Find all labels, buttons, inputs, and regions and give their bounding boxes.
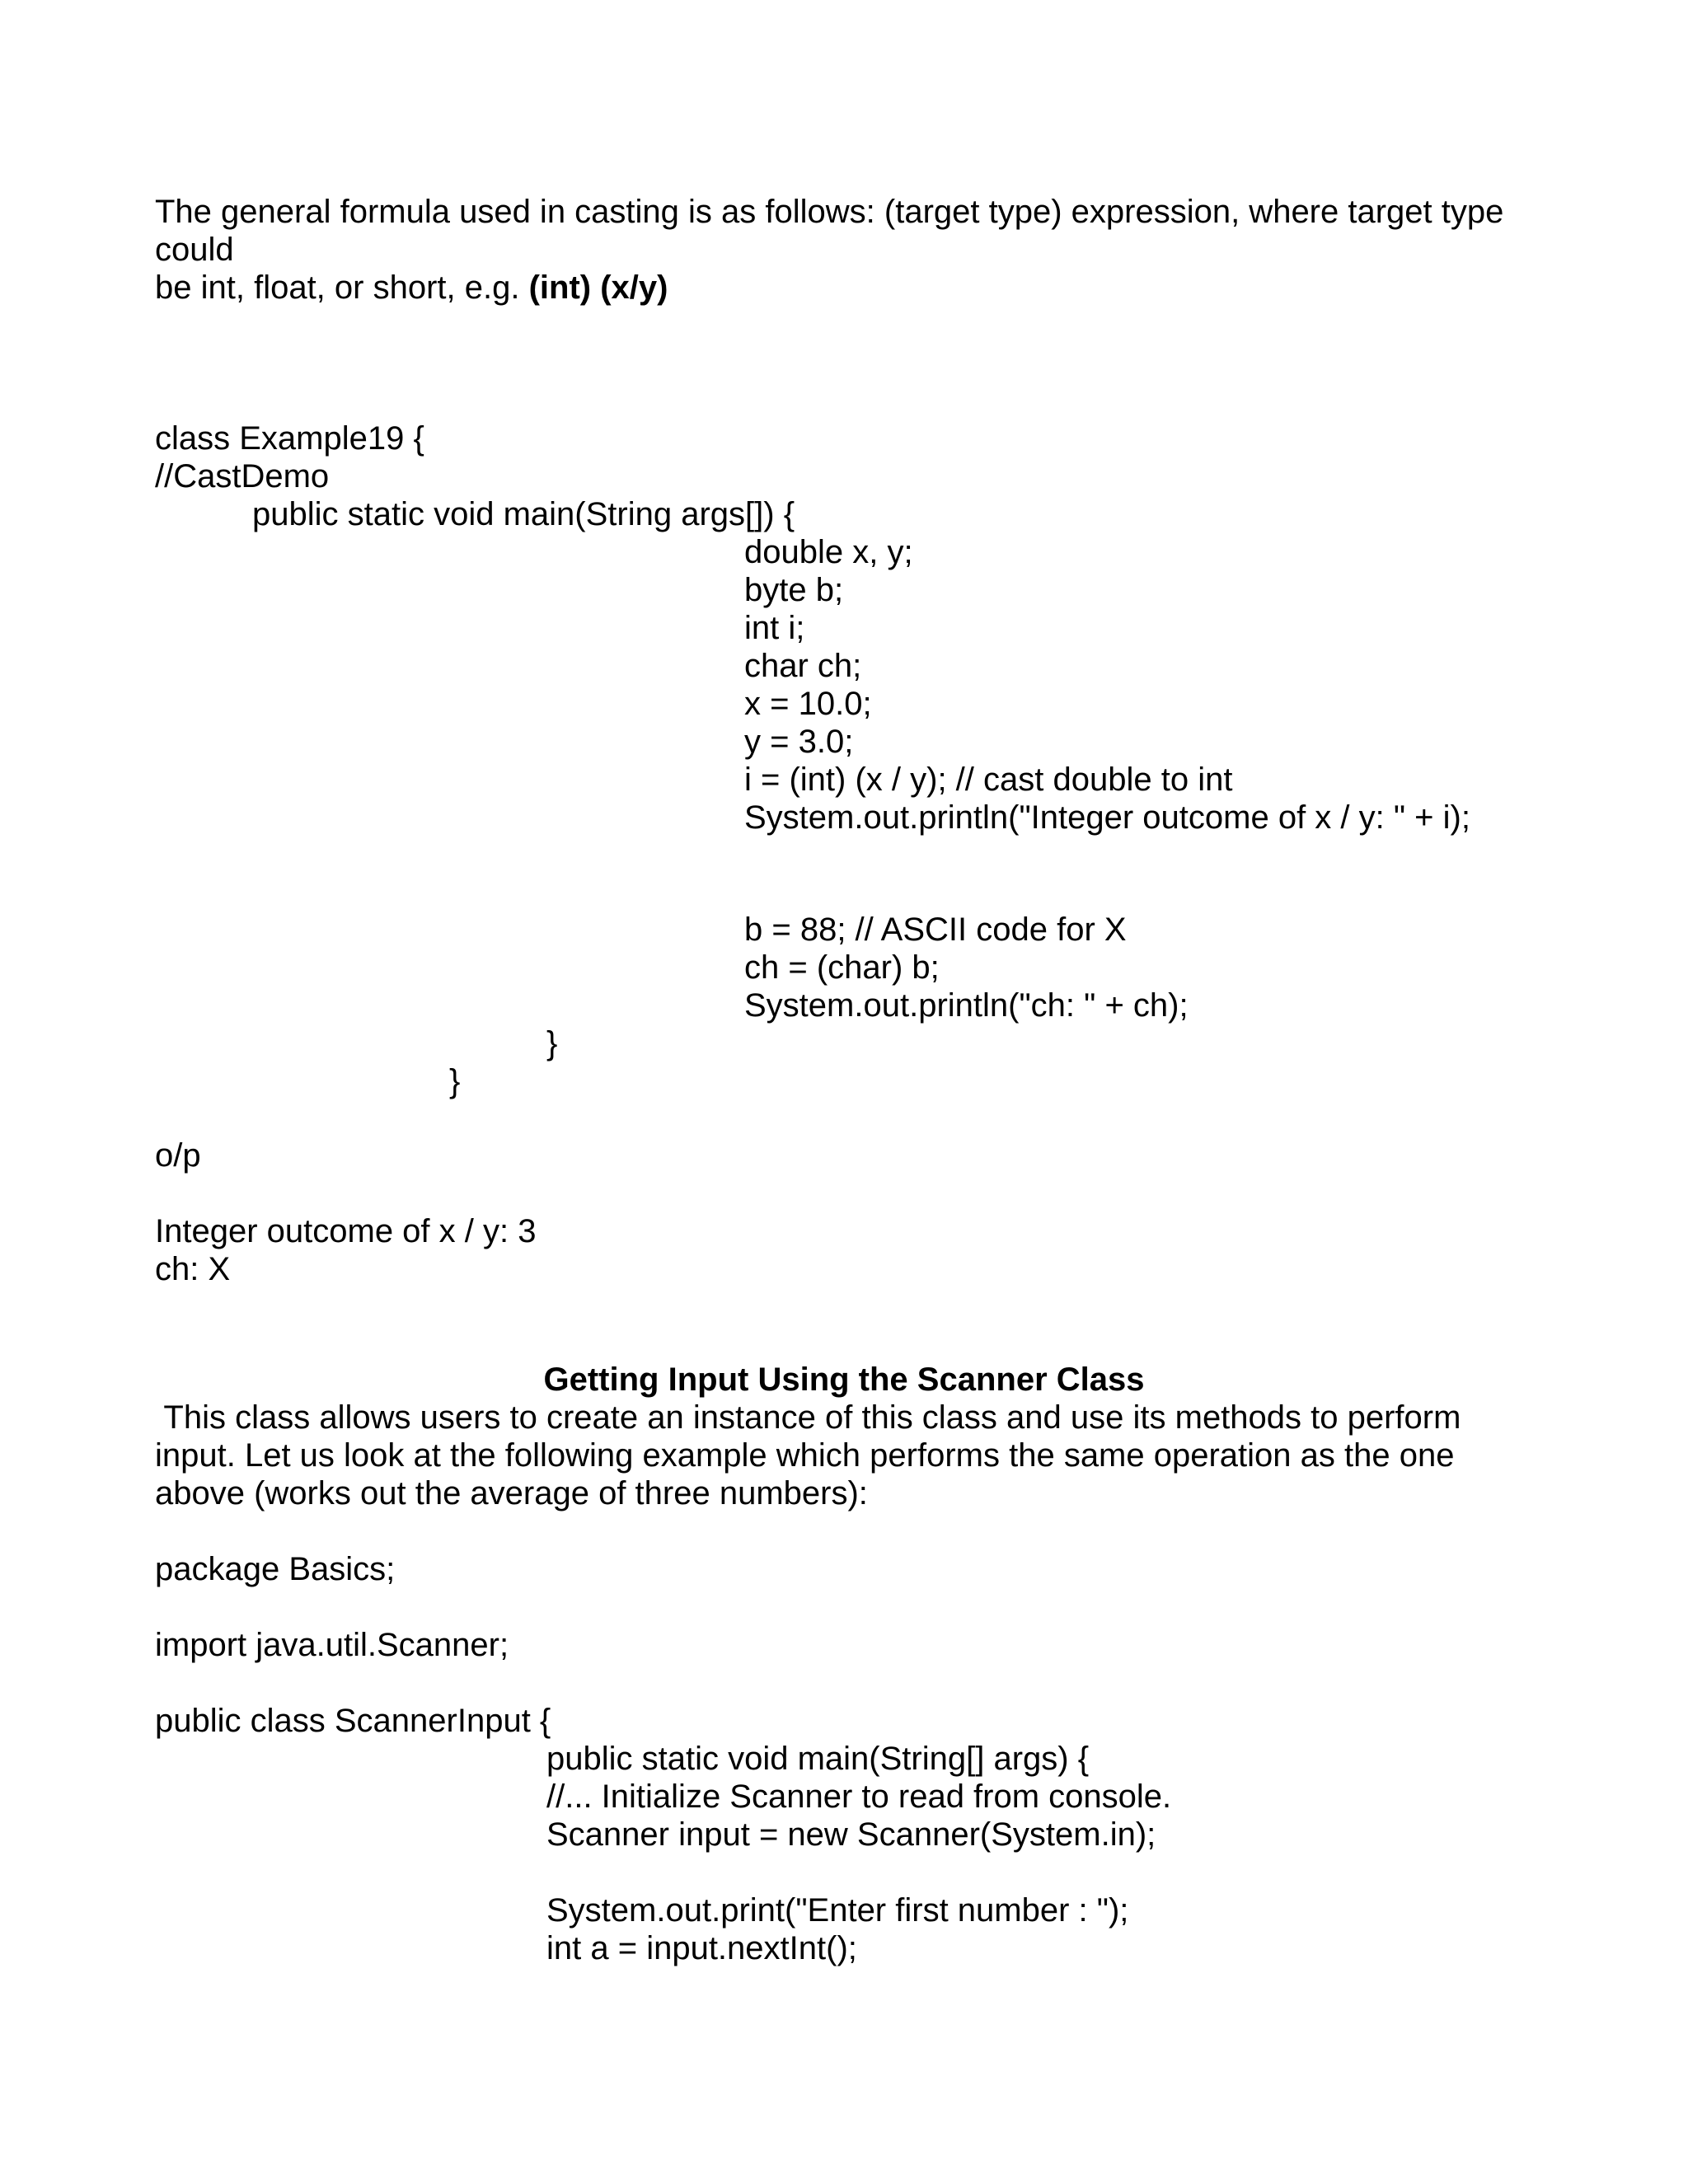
output-label: o/p [155, 1137, 201, 1174]
code-line: byte b; [744, 572, 844, 608]
code-line: int a = input.nextInt(); [546, 1930, 857, 1966]
example19-comment: //CastDemo [155, 458, 330, 494]
scanner-para-line: above (works out the average of three numbers): [155, 1475, 868, 1511]
code-line: //... Initialize Scanner to read from console. [546, 1779, 1172, 1815]
code-line: Scanner input = new Scanner(System.in); [546, 1816, 1156, 1853]
intro-line-3 [155, 269, 668, 307]
code-line: System.out.print("Enter first number : "); [546, 1892, 1129, 1929]
code-line: public static void main(String[] args) { [546, 1741, 1090, 1777]
code-line: ch = (char) b; [744, 949, 940, 986]
example19-main-decl: public static void main(String args[]) { [252, 496, 795, 532]
code-line: b = 88; // ASCII code for X [744, 912, 1127, 948]
example19-close-class: } [449, 1063, 461, 1099]
code-line: double x, y; [744, 534, 913, 570]
code-line: char ch; [744, 648, 862, 684]
code-line: x = 10.0; [744, 686, 872, 722]
example19-class-decl: class Example19 { [155, 420, 424, 457]
intro-line-3-text: be int, float, or short, e.g. [155, 269, 529, 306]
code-line: System.out.println("Integer outcome of x / y: " + i); [744, 799, 1470, 836]
intro-line-2: could [155, 232, 234, 268]
code-line: y = 3.0; [744, 724, 854, 760]
scanner-para-line: input. Let us look at the following example which performs the same operation as the one [155, 1437, 1455, 1474]
scanner-class-decl: public class ScannerInput { [155, 1703, 551, 1739]
scanner-heading: Getting Input Using the Scanner Class [543, 1361, 1145, 1398]
example19-close-method: } [546, 1025, 558, 1062]
code-line: System.out.println("ch: " + ch); [744, 987, 1189, 1024]
output-line: Integer outcome of x / y: 3 [155, 1213, 537, 1249]
output-line: ch: X [155, 1251, 231, 1287]
code-line: int i; [744, 610, 805, 646]
code-line: i = (int) (x / y); // cast double to int [744, 762, 1233, 798]
scanner-para-line: This class allows users to create an instance of this class and use its methods to perform [155, 1399, 1461, 1436]
intro-line-1: The general formula used in casting is as follows: (target type) expression, where target type [155, 194, 1504, 230]
package-line: package Basics; [155, 1551, 396, 1587]
intro-cast-example: (int) (x/y) [528, 269, 668, 306]
import-line: import java.util.Scanner; [155, 1627, 509, 1663]
